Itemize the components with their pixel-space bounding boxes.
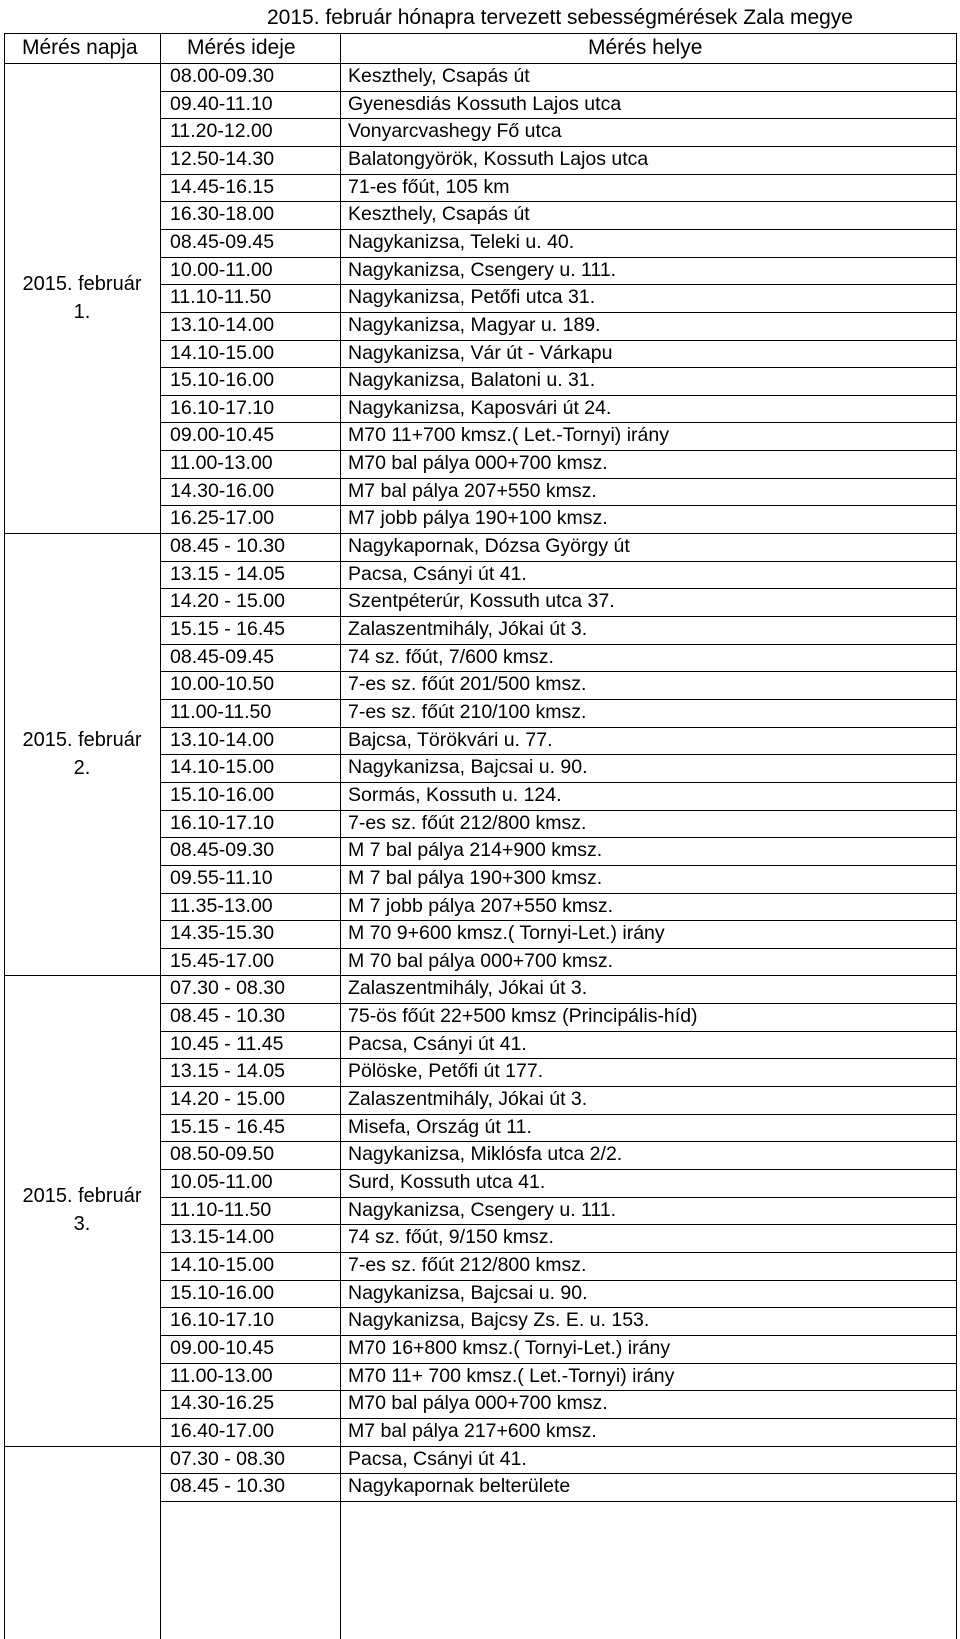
table-row <box>0 533 960 560</box>
grid-line <box>160 1197 956 1198</box>
time-cell: 15.10-16.00 <box>170 783 275 806</box>
place-cell: Pölöske, Petőfi út 177. <box>348 1060 544 1083</box>
time-cell: 08.45 - 10.30 <box>170 1005 285 1028</box>
grid-line <box>4 63 956 64</box>
place-cell: Nagykapornak belterülete <box>348 1475 571 1498</box>
date-line-2: 2. <box>73 757 91 780</box>
grid-line <box>160 1280 956 1281</box>
grid-line <box>160 588 956 589</box>
time-cell: 08.50-09.50 <box>170 1143 275 1166</box>
time-cell: 14.10-15.00 <box>170 756 275 779</box>
place-cell: Zalaszentmihály, Jókai út 3. <box>348 618 588 640</box>
table-row <box>0 616 960 643</box>
grid-line <box>160 312 956 313</box>
time-cell: 08.45 - 10.30 <box>170 535 285 558</box>
table-row <box>0 1418 960 1445</box>
time-cell: 08.45-09.45 <box>170 645 275 668</box>
time-cell: 13.15-14.00 <box>170 1226 275 1249</box>
grid-line <box>160 644 956 645</box>
table-row <box>0 340 960 367</box>
sheet-title: 2015. február hónapra tervezett sebességmérések Zala megye <box>266 6 853 29</box>
place-cell: Nagykanizsa, Bajcsai u. 90. <box>348 756 588 779</box>
header-place: Mérés helye <box>588 36 703 59</box>
table-row <box>0 1114 960 1141</box>
grid-line <box>160 33 161 63</box>
time-cell: 15.10-16.00 <box>170 1281 275 1304</box>
grid-line <box>160 1390 956 1391</box>
table-row <box>0 975 960 1002</box>
table-row <box>0 63 960 90</box>
grid-line <box>160 920 956 921</box>
time-cell: 08.45 - 10.30 <box>170 1475 285 1498</box>
place-cell: M 70 9+600 kmsz.( Tornyi-Let.) irány <box>348 922 665 945</box>
grid-line <box>160 699 956 700</box>
date-cell <box>4 1182 160 1238</box>
time-cell: 09.40-11.10 <box>170 92 273 115</box>
table-row <box>0 91 960 118</box>
time-cell: 10.00-10.50 <box>170 673 275 696</box>
grid-line <box>160 1141 956 1142</box>
time-cell: 16.40-17.00 <box>170 1419 275 1442</box>
grid-line <box>160 948 956 949</box>
place-cell: Vonyarcvashegy Fő utca <box>348 120 562 143</box>
time-cell: 11.35-13.00 <box>170 894 273 917</box>
place-cell: M 7 jobb pálya 207+550 kmsz. <box>348 894 614 917</box>
grid-line <box>160 865 956 866</box>
time-cell: 07.30 - 08.30 <box>170 977 285 1000</box>
time-cell: 14.10-15.00 <box>170 1253 275 1276</box>
table-row <box>0 893 960 920</box>
table-row <box>0 1141 960 1168</box>
time-cell: 08.00-09.30 <box>170 65 275 87</box>
table-row <box>0 1086 960 1113</box>
header-day: Mérés napja <box>22 36 138 59</box>
table-row <box>0 1031 960 1058</box>
time-cell: 11.00-13.00 <box>170 452 273 475</box>
date-cell <box>4 270 160 326</box>
place-cell: Pacsa, Csányi út 41. <box>348 562 527 585</box>
table-row <box>0 1446 960 1473</box>
grid-line <box>160 1003 956 1004</box>
place-cell: Szentpéterúr, Kossuth utca 37. <box>348 590 615 613</box>
table-row <box>0 450 960 477</box>
date-line-2: 3. <box>73 1213 91 1236</box>
place-cell: Nagykanizsa, Csengery u. 111. <box>348 258 617 281</box>
place-cell: 7-es sz. főút 212/800 kmsz. <box>348 811 587 834</box>
time-cell: 14.35-15.30 <box>170 922 275 945</box>
table-row <box>0 1307 960 1334</box>
table-row <box>0 671 960 698</box>
table-row <box>0 422 960 449</box>
time-cell: 11.10-11.50 <box>170 286 272 309</box>
place-cell: M70 bal pálya 000+700 kmsz. <box>348 452 608 475</box>
place-cell: M7 bal pálya 217+600 kmsz. <box>348 1419 597 1442</box>
table-row <box>0 1390 960 1417</box>
table-row <box>0 865 960 892</box>
grid-line <box>160 1224 956 1225</box>
time-cell: 15.10-16.00 <box>170 369 275 392</box>
grid-line <box>160 1086 956 1087</box>
grid-line <box>160 837 956 838</box>
grid-line <box>160 340 956 341</box>
table-row <box>0 505 960 532</box>
grid-line <box>160 63 161 1639</box>
place-cell: M70 11+ 700 kmsz.( Let.-Tornyi) irány <box>348 1364 675 1387</box>
grid-line <box>160 1418 956 1419</box>
grid-line <box>160 1031 956 1032</box>
table-row <box>0 118 960 145</box>
grid-line <box>160 201 956 202</box>
time-cell: 16.10-17.10 <box>170 1309 275 1332</box>
place-cell: Nagykapornak, Dózsa György út <box>348 535 630 558</box>
grid-line <box>160 1114 956 1115</box>
time-cell: 13.15 - 14.05 <box>170 1060 285 1083</box>
place-cell: 7-es sz. főút 210/100 kmsz. <box>348 700 587 723</box>
grid-line <box>160 395 956 396</box>
place-cell: M 7 bal pálya 214+900 kmsz. <box>348 839 603 862</box>
time-cell: 11.20-12.00 <box>170 120 273 143</box>
grid-line <box>160 975 956 976</box>
place-cell: 7-es sz. főút 212/800 kmsz. <box>348 1253 587 1276</box>
table-row <box>0 561 960 588</box>
place-cell: Balatongyörök, Kossuth Lajos utca <box>348 147 649 170</box>
place-cell: 74 sz. főút, 9/150 kmsz. <box>348 1226 554 1249</box>
table-row <box>0 782 960 809</box>
grid-line <box>160 284 956 285</box>
date-line-2: 1. <box>73 301 91 324</box>
time-cell: 11.10-11.50 <box>170 1198 272 1221</box>
date-cell <box>4 726 160 782</box>
time-cell: 11.00-13.00 <box>170 1364 273 1387</box>
grid-line <box>160 1446 956 1447</box>
place-cell: 7-es sz. főút 201/500 kmsz. <box>348 673 587 696</box>
time-cell: 07.30 - 08.30 <box>170 1447 285 1470</box>
grid-line <box>160 782 956 783</box>
table-row <box>0 588 960 615</box>
place-cell: Nagykanizsa, Teleki u. 40. <box>348 230 575 253</box>
place-cell: Pacsa, Csányi út 41. <box>348 1032 527 1055</box>
grid-line <box>160 505 956 506</box>
grid-line <box>160 1473 956 1474</box>
place-cell: Bajcsa, Törökvári u. 77. <box>348 728 553 751</box>
place-cell: Keszthely, Csapás út <box>348 65 530 87</box>
time-cell: 14.10-15.00 <box>170 341 275 364</box>
grid-line <box>160 1169 956 1170</box>
place-cell: Zalaszentmihály, Jókai út 3. <box>348 1088 588 1111</box>
place-cell: Sormás, Kossuth u. 124. <box>348 783 562 806</box>
grid-line <box>340 33 341 63</box>
grid-line <box>160 1335 956 1336</box>
place-cell: Misefa, Ország út 11. <box>348 1115 532 1138</box>
grid-line <box>4 975 160 976</box>
time-cell: 14.45-16.15 <box>170 175 275 198</box>
place-cell: M 70 bal pálya 000+700 kmsz. <box>348 949 614 972</box>
table-row <box>0 1363 960 1390</box>
table-row <box>0 810 960 837</box>
grid-line <box>160 1363 956 1364</box>
grid-line <box>160 893 956 894</box>
grid-line <box>160 1307 956 1308</box>
table-row <box>0 229 960 256</box>
time-cell: 14.20 - 15.00 <box>170 590 285 613</box>
grid-line <box>160 754 956 755</box>
grid-line <box>160 478 956 479</box>
grid-line <box>956 33 957 1639</box>
grid-line <box>160 727 956 728</box>
table-row <box>0 1252 960 1279</box>
place-cell: Nagykanizsa, Balatoni u. 31. <box>348 369 596 392</box>
date-line-1: 2015. február <box>22 273 142 296</box>
time-cell: 09.00-10.45 <box>170 424 275 447</box>
place-cell: Pacsa, Csányi út 41. <box>348 1447 527 1470</box>
place-cell: Nagykanizsa, Petőfi utca 31. <box>348 286 596 309</box>
time-cell: 08.45-09.45 <box>170 230 275 253</box>
table-row <box>0 478 960 505</box>
table-row <box>0 1280 960 1307</box>
header-time: Mérés ideje <box>187 36 296 59</box>
place-cell: Nagykanizsa, Kaposvári út 24. <box>348 396 612 419</box>
place-cell: Keszthely, Csapás út <box>348 203 530 226</box>
time-cell: 16.30-18.00 <box>170 203 275 226</box>
grid-line <box>160 146 956 147</box>
grid-line <box>160 257 956 258</box>
place-cell: 71-es főút, 105 km <box>348 175 510 198</box>
grid-line <box>4 33 956 34</box>
time-cell: 10.45 - 11.45 <box>170 1032 284 1055</box>
grid-line <box>340 63 341 1639</box>
time-cell: 14.30-16.25 <box>170 1392 275 1415</box>
place-cell: Zalaszentmihály, Jókai út 3. <box>348 977 588 1000</box>
table-row <box>0 1003 960 1030</box>
place-cell: Gyenesdiás Kossuth Lajos utca <box>348 92 622 115</box>
time-cell: 14.20 - 15.00 <box>170 1088 285 1111</box>
grid-line <box>160 616 956 617</box>
time-cell: 15.15 - 16.45 <box>170 618 285 640</box>
grid-line <box>160 1058 956 1059</box>
grid-line <box>160 561 956 562</box>
table-row <box>0 920 960 947</box>
time-cell: 10.05-11.00 <box>170 1171 273 1193</box>
time-cell: 16.10-17.10 <box>170 811 275 834</box>
time-cell: 12.50-14.30 <box>170 147 275 170</box>
time-cell: 13.15 - 14.05 <box>170 562 285 585</box>
place-cell: 74 sz. főút, 7/600 kmsz. <box>348 645 554 668</box>
table-row <box>0 395 960 422</box>
grid-line <box>160 1501 956 1502</box>
time-cell: 16.25-17.00 <box>170 507 275 530</box>
place-cell: Nagykanizsa, Vár út - Várkapu <box>348 341 613 364</box>
place-cell: M70 11+700 kmsz.( Let.-Tornyi) irány <box>348 424 669 447</box>
time-cell: 14.30-16.00 <box>170 479 275 502</box>
time-cell: 15.45-17.00 <box>170 949 275 972</box>
table-row <box>0 837 960 864</box>
time-cell: 16.10-17.10 <box>170 396 275 419</box>
grid-line <box>160 367 956 368</box>
grid-line <box>4 533 160 534</box>
grid-line <box>160 229 956 230</box>
grid-line <box>160 118 956 119</box>
grid-line <box>4 33 5 1639</box>
header-row <box>0 33 960 63</box>
place-cell: Surd, Kossuth utca 41. <box>348 1171 546 1193</box>
grid-line <box>4 1446 160 1447</box>
place-cell: M70 16+800 kmsz.( Tornyi-Let.) irány <box>348 1336 671 1359</box>
grid-line <box>160 174 956 175</box>
table-row <box>0 1058 960 1085</box>
table-row <box>0 699 960 726</box>
date-line-1: 2015. február <box>22 729 142 752</box>
place-cell: M7 jobb pálya 190+100 kmsz. <box>348 507 608 530</box>
time-cell: 09.00-10.45 <box>170 1336 275 1359</box>
place-cell: Nagykanizsa, Magyar u. 189. <box>348 313 601 336</box>
time-cell: 10.00-11.00 <box>170 258 273 281</box>
table-row <box>0 146 960 173</box>
place-cell: Nagykanizsa, Csengery u. 111. <box>348 1198 617 1221</box>
grid-line <box>160 533 956 534</box>
table-row <box>0 1473 960 1500</box>
grid-line <box>160 450 956 451</box>
grid-line <box>160 1252 956 1253</box>
table-row <box>0 367 960 394</box>
table-row <box>0 644 960 671</box>
place-cell: M7 bal pálya 207+550 kmsz. <box>348 479 597 502</box>
grid-line <box>160 91 956 92</box>
grid-line <box>160 810 956 811</box>
time-cell: 13.10-14.00 <box>170 313 275 336</box>
table-row <box>0 201 960 228</box>
time-cell: 09.55-11.10 <box>170 866 273 889</box>
place-cell: M70 bal pálya 000+700 kmsz. <box>348 1392 608 1415</box>
place-cell: Nagykanizsa, Miklósfa utca 2/2. <box>348 1143 623 1166</box>
place-cell: M 7 bal pálya 190+300 kmsz. <box>348 866 603 889</box>
place-cell: Nagykanizsa, Bajcsai u. 90. <box>348 1281 588 1304</box>
grid-line <box>160 422 956 423</box>
time-cell: 08.45-09.30 <box>170 839 275 862</box>
place-cell: 75-ös főút 22+500 kmsz (Principális-híd) <box>348 1005 698 1028</box>
table-row <box>0 174 960 201</box>
table-row <box>0 1335 960 1362</box>
date-line-1: 2015. február <box>22 1185 142 1208</box>
table-row <box>0 948 960 975</box>
time-cell: 13.10-14.00 <box>170 728 275 751</box>
place-cell: Nagykanizsa, Bajcsy Zs. E. u. 153. <box>348 1309 650 1332</box>
time-cell: 15.15 - 16.45 <box>170 1115 285 1138</box>
time-cell: 11.00-11.50 <box>170 700 272 723</box>
grid-line <box>160 671 956 672</box>
